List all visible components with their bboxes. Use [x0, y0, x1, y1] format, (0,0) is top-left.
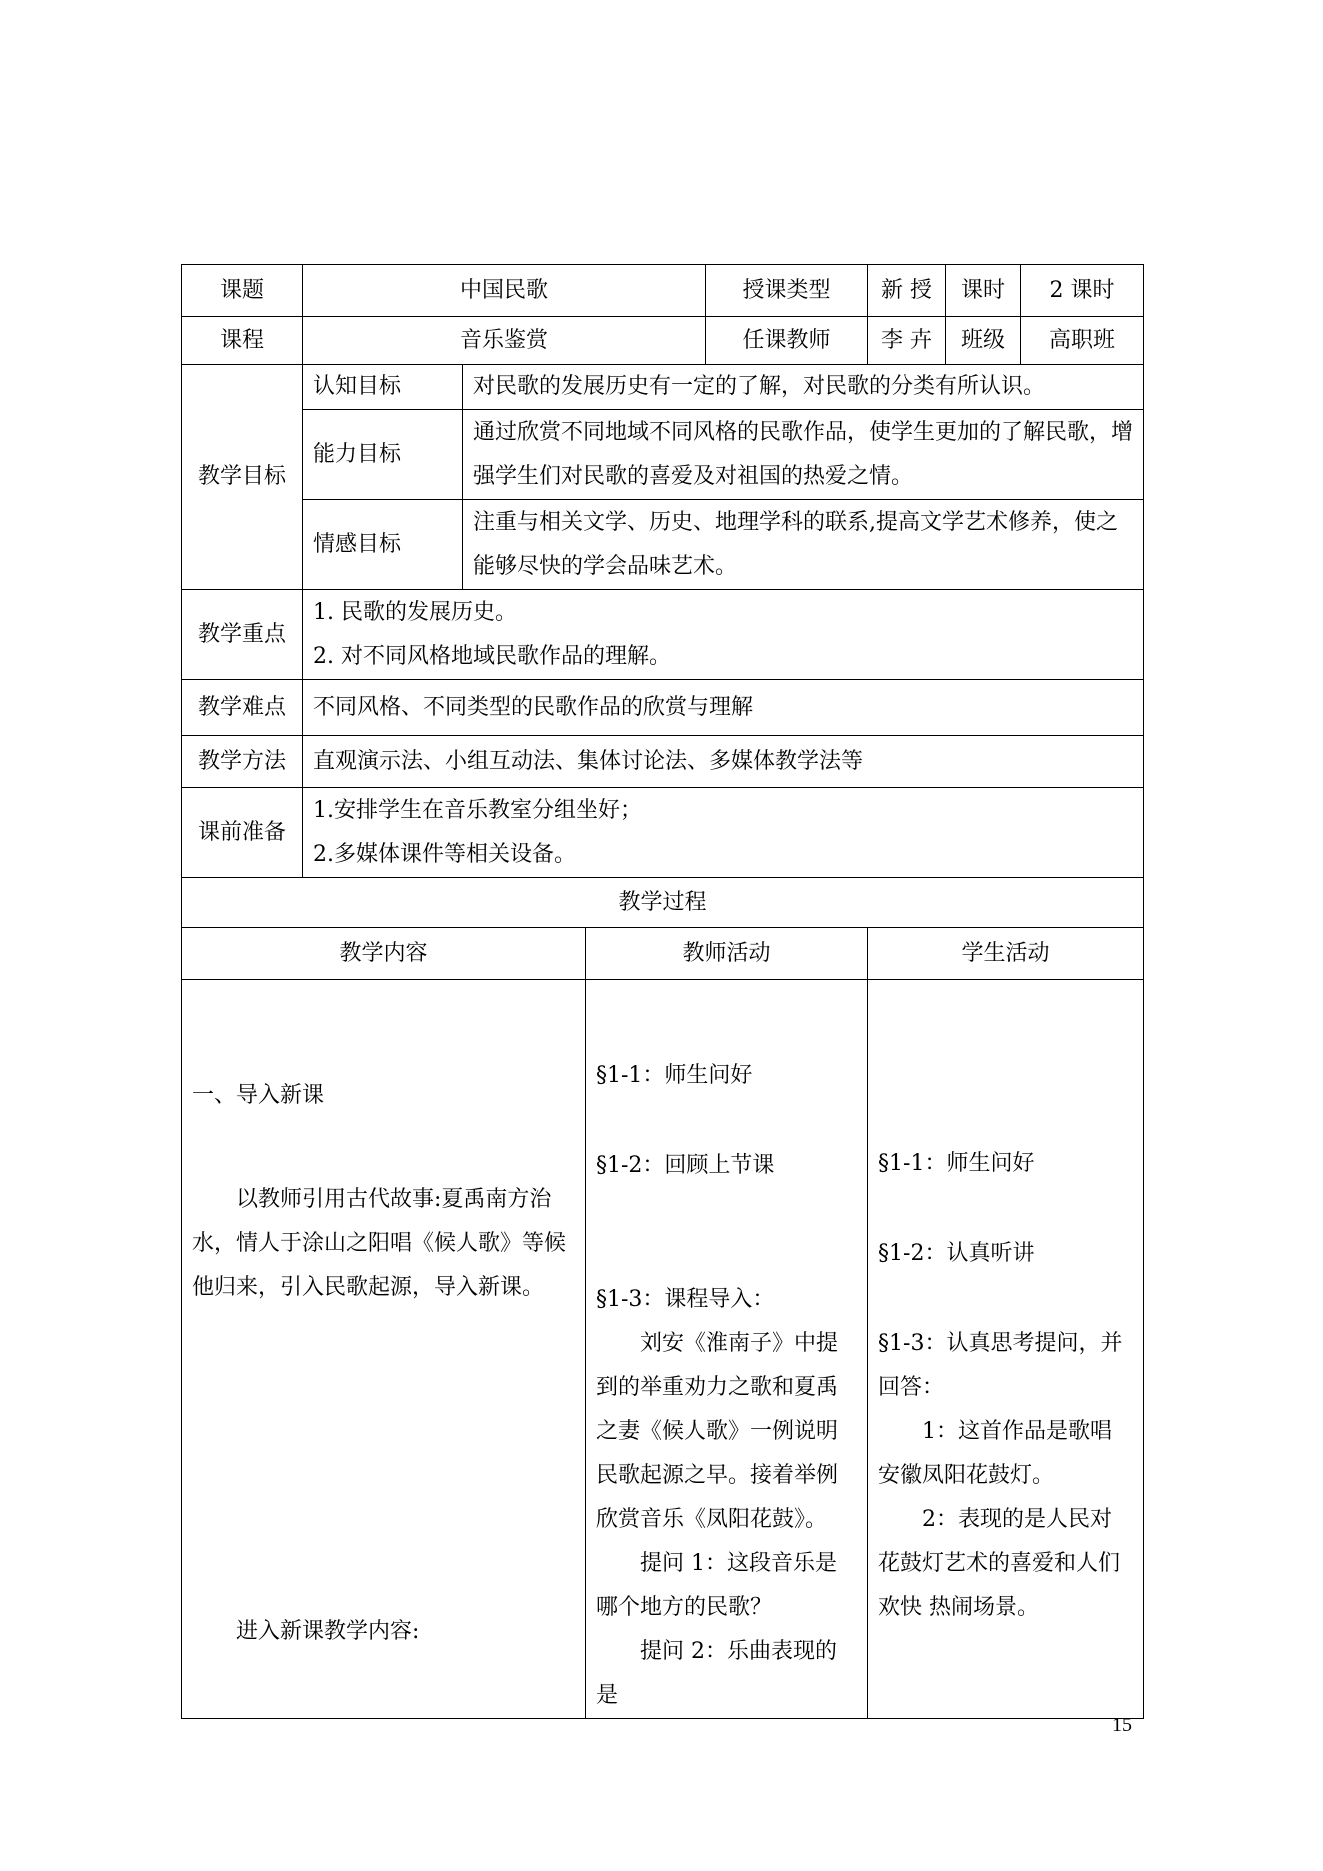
class-label: 班级	[946, 317, 1021, 365]
student-activity-2: §1-2：认真听讲	[878, 1241, 1035, 1266]
col-header-content: 教学内容	[182, 928, 586, 980]
difficulties-label: 教学难点	[182, 680, 303, 736]
objective-row-emotion	[182, 500, 1144, 590]
hours-label: 课时	[946, 265, 1021, 317]
teacher-activity-3: §1-3：课程导入：	[596, 1287, 775, 1312]
preparation-content	[303, 788, 1144, 878]
preparation-item: 1.安排学生在音乐教室分组坐好；	[313, 797, 642, 823]
content-cell	[182, 980, 586, 1719]
course-value: 音乐鉴赏	[303, 317, 706, 365]
process-header-row	[182, 928, 1144, 980]
teacher-activity-2: §1-2：回顾上节课	[596, 1153, 775, 1178]
subject-label: 课题	[182, 265, 303, 317]
methods-text: 直观演示法、小组互动法、集体讨论法、多媒体教学法等	[303, 736, 1144, 788]
col-header-student: 学生活动	[868, 928, 1144, 980]
difficulties-text: 不同风格、不同类型的民歌作品的欣赏与理解	[303, 680, 1144, 736]
student-activity-1: §1-1：师生问好	[878, 1151, 1035, 1176]
header-row-2	[182, 317, 1144, 365]
subject-value: 中国民歌	[303, 265, 706, 317]
student-cell	[868, 980, 1144, 1719]
methods-row	[182, 736, 1144, 788]
page-number: 15	[1112, 1714, 1132, 1736]
process-body-row	[182, 980, 1144, 1719]
content-next: 进入新课教学内容:	[236, 1619, 420, 1644]
key-points-label: 教学重点	[182, 590, 303, 680]
student-answer-1: 1：这首作品是歌唱安徽凤阳花鼓灯。	[878, 1419, 1113, 1488]
teacher-question-2: 提问 2：乐曲表现的是	[596, 1639, 837, 1708]
teacher-value: 李 卉	[868, 317, 946, 365]
teacher-cell	[586, 980, 868, 1719]
objective-text-emotion: 注重与相关文学、历史、地理学科的联系,提高文学艺术修养，使之能够尽快的学会品味艺术。	[463, 500, 1144, 590]
process-title: 教学过程	[182, 878, 1144, 928]
methods-label: 教学方法	[182, 736, 303, 788]
content-heading: 一、导入新课	[192, 1083, 325, 1108]
difficulties-row	[182, 680, 1144, 736]
col-header-teacher: 教师活动	[586, 928, 868, 980]
student-answer-2: 2：表现的是人民对花鼓灯艺术的喜爱和人们欢快 热闹场景。	[878, 1507, 1121, 1620]
preparation-label: 课前准备	[182, 788, 303, 878]
objective-label-cognitive: 认知目标	[303, 365, 463, 410]
lesson-plan-table	[181, 264, 1144, 1719]
key-points-content	[303, 590, 1144, 680]
course-label: 课程	[182, 317, 303, 365]
hours-value: 2 课时	[1021, 265, 1144, 317]
objective-text-cognitive: 对民歌的发展历史有一定的了解，对民歌的分类有所认识。	[463, 365, 1144, 410]
key-point-item: 1. 民歌的发展历史。	[313, 599, 517, 625]
teacher-activity-3-text: 刘安《淮南子》中提到的举重劝力之歌和夏禹之妻《候人歌》一例说明民歌起源之早。接着举例欣赏音乐《凤阳花鼓》。	[596, 1331, 839, 1532]
key-point-item: 2. 对不同风格地域民歌作品的理解。	[313, 643, 671, 669]
header-row-1	[182, 265, 1144, 317]
type-value: 新 授	[868, 265, 946, 317]
preparation-row	[182, 788, 1144, 878]
content-intro: 以教师引用古代故事:夏禹南方治水，情人于涂山之阳唱《候人歌》等候他归来，引入民歌起源，导入新课。	[192, 1187, 567, 1300]
preparation-item: 2.多媒体课件等相关设备。	[313, 841, 576, 867]
objectives-label: 教学目标	[182, 365, 303, 590]
teacher-label: 任课教师	[706, 317, 868, 365]
student-activity-3: §1-3：认真思考提问，并回答：	[878, 1331, 1123, 1400]
class-value: 高职班	[1021, 317, 1144, 365]
key-points-row	[182, 590, 1144, 680]
objective-row-cognitive	[182, 365, 1144, 410]
type-label: 授课类型	[706, 265, 868, 317]
lesson-plan-sheet	[181, 264, 1143, 1719]
objective-label-ability: 能力目标	[303, 410, 463, 500]
process-title-row	[182, 878, 1144, 928]
objective-text-ability: 通过欣赏不同地域不同风格的民歌作品，使学生更加的了解民歌，增强学生们对民歌的喜爱及对祖国的热爱之情。	[463, 410, 1144, 500]
teacher-activity-1: §1-1：师生问好	[596, 1063, 753, 1088]
objective-label-emotion: 情感目标	[303, 500, 463, 590]
objective-row-ability	[182, 410, 1144, 500]
teacher-question-1: 提问 1：这段音乐是哪个地方的民歌？	[596, 1551, 837, 1620]
